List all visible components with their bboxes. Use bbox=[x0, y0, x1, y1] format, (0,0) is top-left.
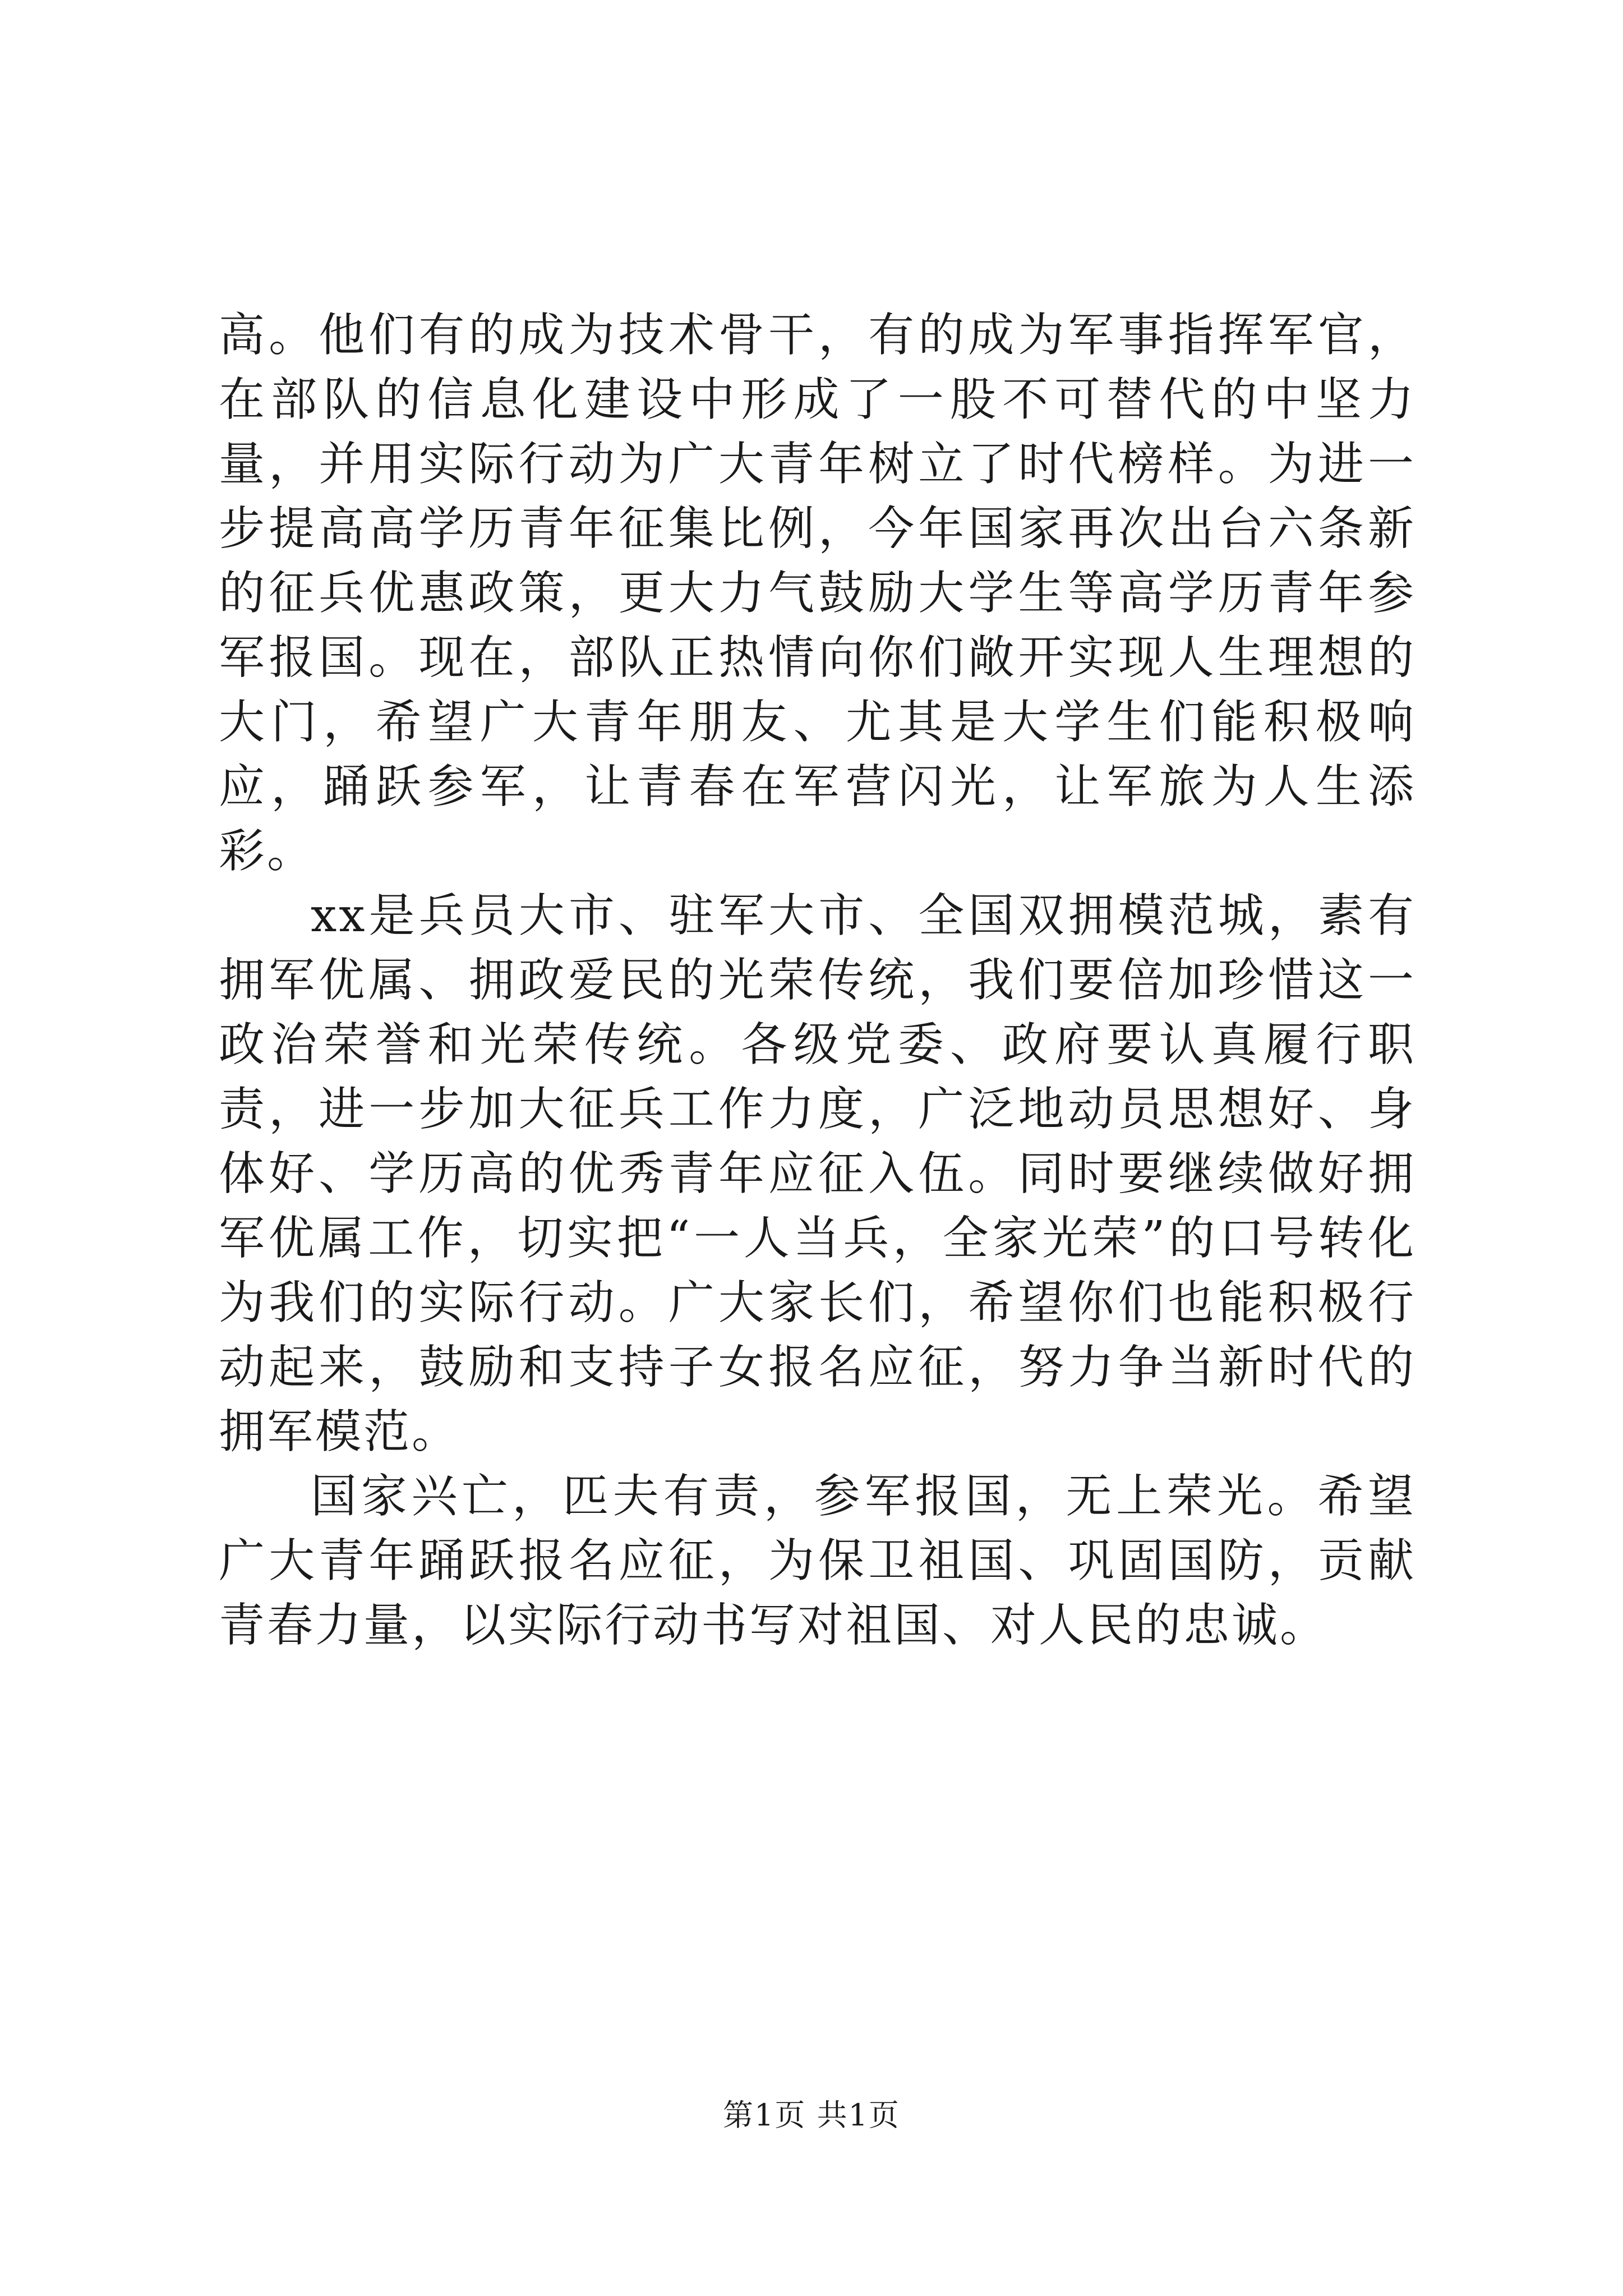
page-number-footer: 第1页 共1页 bbox=[723, 2097, 900, 2133]
document-body bbox=[219, 303, 1416, 1658]
paragraph-continued: 高。他们有的成为技术骨干，有的成为军事指挥军官，在部队的信息化建设中形成了一股不可替代的中坚力量，并用实际行动为广大青年树立了时代榜样。为进一步提高高学历青年征集比例，今年国家再次出台六条新的征兵优惠政策，更大力气鼓励大学生等高学历青年参军报国。现在，部队正热情向你们敞开实现人生理想的大门，希望广大青年朋友、尤其是大学生们能积极响应，踊跃参军，让青春在军营闪光，让军旅为人生添彩。 bbox=[219, 309, 1416, 878]
paragraph-closing-appeal: 国家兴亡，匹夫有责，参军报国，无上荣光。希望广大青年踊跃报名应征，为保卫祖国、巩固国防，贡献青春力量，以实际行动书写对祖国、对人民的忠诚。 bbox=[219, 1470, 1416, 1652]
paragraph-city-tradition: xx是兵员大市、驻军大市、全国双拥模范城，素有拥军优属、拥政爱民的光荣传统，我们要倍加珍惜这一政治荣誉和光荣传统。各级党委、政府要认真履行职责，进一步加大征兵工作力度，广泛地动员思想好、身体好、学历高的优秀青年应征入伍。同时要继续做好拥军优属工作，切实把“一人当兵，全家光荣”的口号转化为我们的实际行动。广大家长们，希望你们也能积极行动起来，鼓励和支持子女报名应征，努力争当新时代的拥军模范。 bbox=[219, 889, 1416, 1458]
